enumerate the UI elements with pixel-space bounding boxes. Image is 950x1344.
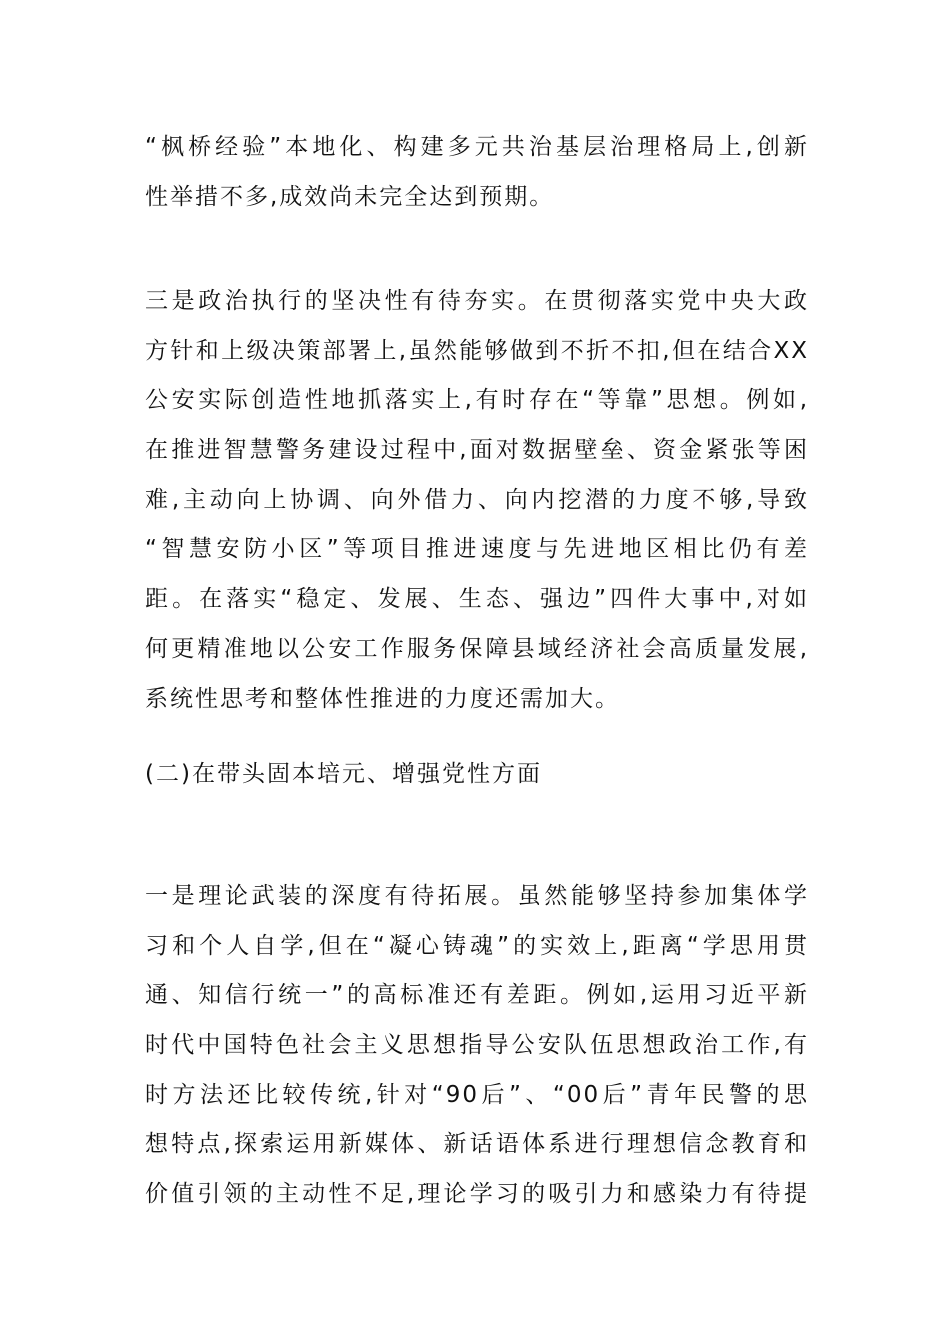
heading-text: (二)在带头固本培元、增强党性方面 xyxy=(145,761,542,787)
text-line: 在推进智慧警务建设过程中,面对数据壁垒、资金紧张等困 xyxy=(145,437,809,464)
text-line: 性举措不多,成效尚未完全达到预期。 xyxy=(145,183,555,210)
text-line: 系统性思考和整体性推进的力度还需加大。 xyxy=(145,685,620,712)
text-line: 通、知信行统一”的高标准还有差距。例如,运用习近平新 xyxy=(145,982,809,1009)
text-line: 价值引领的主动性不足,理论学习的吸引力和感染力有待提 xyxy=(145,1181,809,1208)
text-line: 一是理论武装的深度有待拓展。虽然能够坚持参加集体学 xyxy=(145,883,809,909)
paragraph-3 xyxy=(145,872,809,1220)
paragraph-1 xyxy=(145,123,809,222)
text-line: 三是政治执行的坚决性有待夯实。在贯彻落实党中央大政 xyxy=(145,288,809,314)
text-line: 时方法还比较传统,针对“90后”、“00后”青年民警的思 xyxy=(145,1081,809,1108)
text-line: 何更精准地以公安工作服务保障县域经济社会高质量发展, xyxy=(145,635,809,662)
text-line: 方针和上级决策部署上,虽然能够做到不折不扣,但在结合XX xyxy=(145,337,809,364)
section-heading xyxy=(145,750,809,800)
text-line: 想特点,探索运用新媒体、新话语体系进行理想信念教育和 xyxy=(145,1131,809,1158)
text-line: “智慧安防小区”等项目推进速度与先进地区相比仍有差 xyxy=(145,536,809,563)
text-line: 难,主动向上协调、向外借力、向内挖潜的力度不够,导致 xyxy=(145,486,809,513)
text-line: 时代中国特色社会主义思想指导公安队伍思想政治工作,有 xyxy=(145,1032,809,1059)
text-line: 公安实际创造性地抓落实上,有时存在“等靠”思想。例如, xyxy=(145,387,809,414)
text-line: 距。在落实“稳定、发展、生态、强边”四件大事中,对如 xyxy=(145,586,809,613)
text-line: “枫桥经验”本地化、构建多元共治基层治理格局上,创新 xyxy=(145,134,809,160)
text-line: 习和个人自学,但在“凝心铸魂”的实效上,距离“学思用贯 xyxy=(145,932,809,959)
paragraph-2 xyxy=(145,277,809,724)
